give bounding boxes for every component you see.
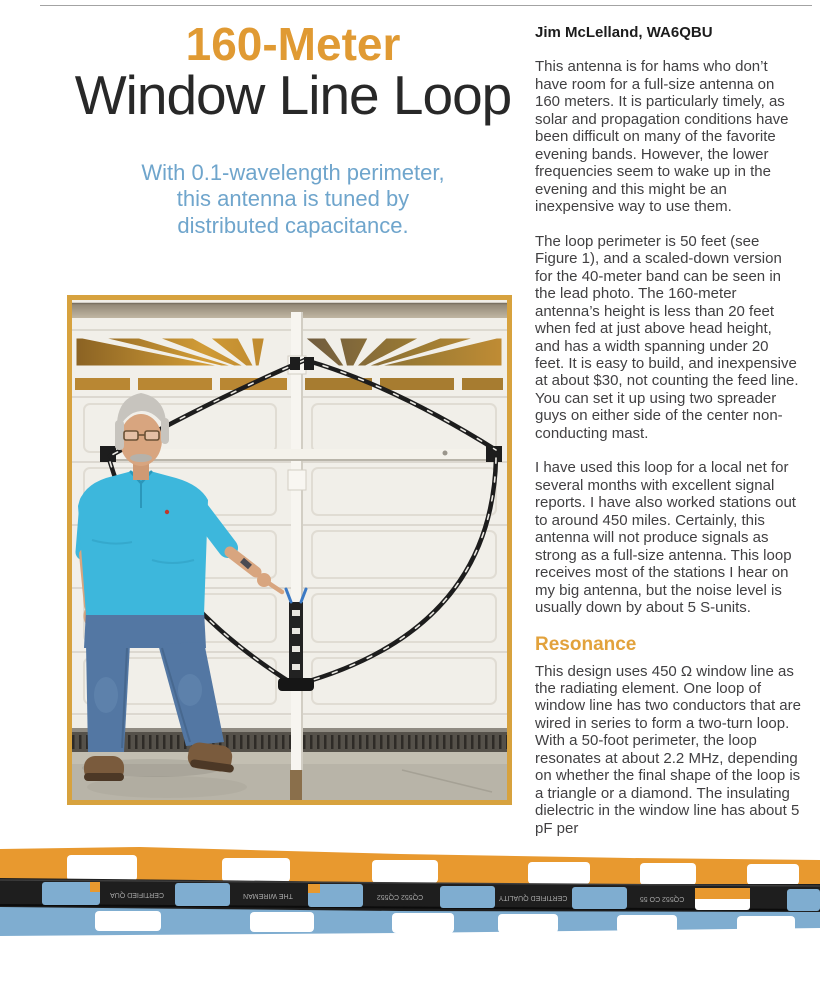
- paragraph-3: I have used this loop for a local net for several months with excellent signal reports. I have also worked stations out to around 450 miles. Certainly, this antenna will not produce signals as strong as a full-size antenna. This loop receives most of the stations I hear on my big antenna, but the noise level is usually down by about 5 S-units.: [535, 459, 796, 617]
- wood-stake: [290, 770, 302, 800]
- shirt-logo: [165, 510, 169, 514]
- byline: Jim McLelland, WA6QBU: [535, 24, 713, 41]
- top-rule: [40, 5, 812, 6]
- driveway-ground: [72, 716, 507, 800]
- title-line-1: 160-Meter: [185, 18, 401, 70]
- footer-art-svg: [0, 845, 820, 957]
- lead-photo: [67, 295, 512, 805]
- cable-print-text: CERTIFIED QUALITY: [498, 894, 568, 901]
- cable-print-text: CERTIFIED QUA: [110, 891, 164, 898]
- section-heading-resonance: Resonance: [535, 633, 637, 655]
- article-title: [58, 18, 528, 127]
- article-body: [535, 24, 801, 854]
- paragraph-4: This design uses 450 Ω window line as the radiating element. One loop of window line has two conductors that are wired in series to form a two-turn loop. With a 50-foot perimeter, the loop resonates at about 2.2 MHz, depending on whether the final shape of the loop is a triangle or a diamond. The insulating dielectric in the window line has about 5 pF per: [535, 662, 801, 837]
- paragraph-1: This antenna is for hams who don’t have room for a full-size antenna on 160 meters. It is particularly timely, as solar and propagation conditions have been difficult on many of the favorite evening bands. However, the lower frequencies seem to wake up in the evening and this might be an inexpensive way to use them.: [535, 58, 789, 216]
- footer-window-line-art: [0, 845, 820, 957]
- paragraph-2: The loop perimeter is 50 feet (see Figure 1), and a scaled-down version for the 40-meter band can be seen in the lead photo. The 160-meter antenna’s height is less than 20 feet when fed at just above head height, and has a width spanning under 20 feet. It is easy to build, and inexpensive at about $30, not counting the feed line. You can set it up using two spreader guys on either side of the center non-conducting mast.: [535, 232, 799, 442]
- mustache: [130, 454, 152, 462]
- glasses: [124, 431, 138, 440]
- article-subtitle: With 0.1-wavelength perimeter, this antenna is tuned by distributed capacitance.: [141, 160, 445, 238]
- lead-photo-illustration: [72, 300, 507, 800]
- cable-print-text: CQ552 CO 55: [639, 895, 685, 902]
- cable-print-text: THE WIREMAN: [243, 892, 293, 899]
- title-line-2: Window Line Loop: [74, 64, 512, 127]
- sunburst-window-right: [305, 337, 503, 390]
- cable-print-text: CQ552 CQ552: [376, 893, 424, 900]
